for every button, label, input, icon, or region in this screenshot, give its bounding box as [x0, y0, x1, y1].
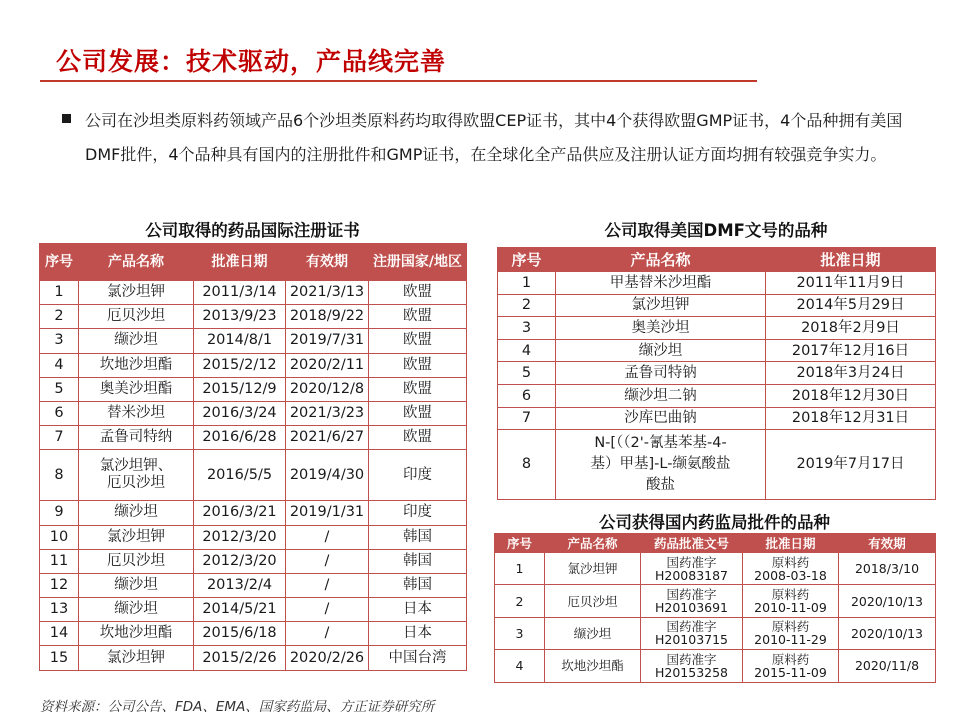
- table-cell: 欧盟: [369, 377, 467, 401]
- approval-date: 2015-11-09: [754, 664, 827, 680]
- table-cell: 韩国: [369, 573, 467, 597]
- intl-registration-table: [39, 243, 467, 671]
- table-cell: 缬沙坦: [79, 573, 194, 597]
- dmf-table: [497, 247, 936, 500]
- table-cell: 2013/2/4: [194, 573, 286, 597]
- approval-date: 2008-03-18: [754, 567, 827, 583]
- table-row: [495, 553, 936, 585]
- table-row: [40, 401, 467, 425]
- table-cell: 9: [40, 501, 79, 525]
- table-cell: 10: [40, 525, 79, 549]
- table-cell: 2014年5月29日: [766, 294, 936, 317]
- col-header: 注册国家/地区: [369, 244, 467, 281]
- bullet-square-icon: [62, 114, 71, 123]
- table-cell: 2016/3/24: [194, 401, 286, 425]
- table-row: [40, 501, 467, 525]
- table-row: [495, 585, 936, 617]
- source-note: 资料来源：公司公告、FDA、EMA、国家药监局、方正证券研究所: [40, 699, 435, 715]
- table-cell: 2019/4/30: [286, 450, 369, 501]
- table-cell: 14: [40, 622, 79, 646]
- table-cell: 2012/3/20: [194, 549, 286, 573]
- table-cell: 替米沙坦: [79, 401, 194, 425]
- table-cell: 2: [495, 585, 545, 617]
- col-header: 序号: [495, 534, 545, 553]
- table-cell: 欧盟: [369, 305, 467, 329]
- table-cell: /: [286, 598, 369, 622]
- table-cell: 氯沙坦钾: [79, 281, 194, 305]
- table-cell: 孟鲁司特纳: [79, 426, 194, 450]
- table-cell: N-[（（2'-氰基苯基-4-基）甲基]-L-缬氨酸盐酸盐: [556, 430, 766, 500]
- table-cell: 2016/6/28: [194, 426, 286, 450]
- col-header: 批准日期: [743, 534, 839, 553]
- table-cell: 2014/8/1: [194, 329, 286, 353]
- table-cell: /: [286, 573, 369, 597]
- table-header-row: [40, 244, 467, 281]
- table-cell: 2014/5/21: [194, 598, 286, 622]
- table-cell: 缬沙坦: [556, 339, 766, 362]
- approval-type: 原料药: [771, 651, 810, 667]
- col-header: 批准日期: [766, 248, 936, 272]
- table-cell: 缬沙坦: [79, 598, 194, 622]
- table-cell: 2016/3/21: [194, 501, 286, 525]
- table-cell: 奥美沙坦酯: [79, 377, 194, 401]
- intl-table-caption: 公司取得的药品国际注册证书: [145, 221, 360, 240]
- table-cell: 氯沙坦钾、厄贝沙坦: [79, 450, 194, 501]
- table-cell: 日本: [369, 622, 467, 646]
- table-cell: 印度: [369, 501, 467, 525]
- table-cell: 坎地沙坦酯: [79, 353, 194, 377]
- table-cell: 孟鲁司特钠: [556, 362, 766, 385]
- table-cell: 甲基替米沙坦酯: [556, 272, 766, 295]
- col-header: 有效期: [839, 534, 936, 553]
- table-cell: 2012/3/20: [194, 525, 286, 549]
- table-cell: 欧盟: [369, 281, 467, 305]
- table-cell: /: [286, 525, 369, 549]
- table-cell: 4: [495, 650, 545, 682]
- table-cell: 1: [498, 272, 556, 295]
- cn-table-caption: 公司获得国内药监局批件的品种: [599, 513, 830, 532]
- table-cell: 厄贝沙坦: [545, 585, 641, 617]
- table-row: [498, 407, 936, 430]
- table-cell: 厄贝沙坦: [79, 305, 194, 329]
- table-cell: 缬沙坦: [79, 501, 194, 525]
- col-header: 序号: [40, 244, 79, 281]
- table-row: [40, 646, 467, 670]
- table-cell: 15: [40, 646, 79, 670]
- table-cell: 2015/2/26: [194, 646, 286, 670]
- table-row: [498, 430, 936, 500]
- table-header-row: [495, 534, 936, 553]
- table-cell: 5: [40, 377, 79, 401]
- table-cell: 7: [40, 426, 79, 450]
- table-cell: 印度: [369, 450, 467, 501]
- dmf-table-caption: 公司取得美国DMF文号的品种: [604, 221, 828, 240]
- table-row: [40, 450, 467, 501]
- table-row: [40, 622, 467, 646]
- table-cell: 4: [40, 353, 79, 377]
- table-cell: 沙库巴曲钠: [556, 407, 766, 430]
- table-cell: 2021/3/23: [286, 401, 369, 425]
- table-cell: 2013/9/23: [194, 305, 286, 329]
- table-cell: 2020/12/8: [286, 377, 369, 401]
- table-cell: 2020/11/8: [839, 650, 936, 682]
- col-header: 序号: [498, 248, 556, 272]
- table-cell: /: [286, 622, 369, 646]
- table-cell: 5: [498, 362, 556, 385]
- approval-type: 原料药: [771, 554, 810, 570]
- table-cell: 8: [40, 450, 79, 501]
- col-header: 产品名称: [545, 534, 641, 553]
- col-header: 药品批准文号: [641, 534, 743, 553]
- table-row: [40, 329, 467, 353]
- table-cell: 1: [40, 281, 79, 305]
- table-cell: 2016/5/5: [194, 450, 286, 501]
- table-cell: 坎地沙坦酯: [545, 650, 641, 682]
- table-cell: 11: [40, 549, 79, 573]
- table-cell: 6: [40, 401, 79, 425]
- table-row: [495, 650, 936, 682]
- table-cell: 3: [40, 329, 79, 353]
- col-header: 有效期: [286, 244, 369, 281]
- table-cell: 国药准字H20103691: [641, 585, 743, 617]
- page-title: 公司发展：技术驱动，产品线完善: [56, 47, 447, 76]
- table-cell: 2018年3月24日: [766, 362, 936, 385]
- table-cell: 2019/7/31: [286, 329, 369, 353]
- approval-date-cell: [743, 650, 839, 682]
- table-cell: 1: [495, 553, 545, 585]
- table-row: [498, 272, 936, 295]
- table-row: [40, 525, 467, 549]
- approval-date-cell: [743, 617, 839, 649]
- table-cell: 欧盟: [369, 353, 467, 377]
- table-cell: 缬沙坦: [545, 617, 641, 649]
- table-cell: 2011年11月9日: [766, 272, 936, 295]
- table-cell: 12: [40, 573, 79, 597]
- table-row: [498, 339, 936, 362]
- table-cell: 欧盟: [369, 329, 467, 353]
- table-cell: 2017年12月16日: [766, 339, 936, 362]
- table-row: [40, 573, 467, 597]
- col-header: 批准日期: [194, 244, 286, 281]
- table-cell: 2020/2/26: [286, 646, 369, 670]
- table-cell: 国药准字H20103715: [641, 617, 743, 649]
- table-cell: 氯沙坦钾: [556, 294, 766, 317]
- table-cell: 厄贝沙坦: [79, 549, 194, 573]
- table-cell: 2018年2月9日: [766, 317, 936, 340]
- table-cell: 坎地沙坦酯: [79, 622, 194, 646]
- table-cell: 氯沙坦钾: [79, 646, 194, 670]
- table-row: [40, 549, 467, 573]
- table-row: [495, 617, 936, 649]
- table-cell: 2020/2/11: [286, 353, 369, 377]
- approval-date-cell: [743, 585, 839, 617]
- table-cell: 3: [498, 317, 556, 340]
- table-row: [40, 426, 467, 450]
- col-header: 产品名称: [79, 244, 194, 281]
- col-header: 产品名称: [556, 248, 766, 272]
- table-row: [498, 294, 936, 317]
- table-cell: 2019/1/31: [286, 501, 369, 525]
- table-cell: 中国台湾: [369, 646, 467, 670]
- table-cell: 8: [498, 430, 556, 500]
- table-cell: 2015/6/18: [194, 622, 286, 646]
- table-cell: 13: [40, 598, 79, 622]
- table-cell: 2020/10/13: [839, 585, 936, 617]
- approval-date: 2010-11-09: [754, 600, 827, 616]
- table-cell: 韩国: [369, 549, 467, 573]
- table-cell: 缬沙坦二钠: [556, 384, 766, 407]
- table-cell: 日本: [369, 598, 467, 622]
- table-cell: 欧盟: [369, 426, 467, 450]
- table-cell: /: [286, 549, 369, 573]
- table-cell: 4: [498, 339, 556, 362]
- table-cell: 2: [498, 294, 556, 317]
- table-cell: 2018/3/10: [839, 553, 936, 585]
- table-cell: 2018年12月31日: [766, 407, 936, 430]
- table-cell: 2021/3/13: [286, 281, 369, 305]
- title-divider: [40, 80, 757, 82]
- table-row: [498, 317, 936, 340]
- table-cell: 2015/12/9: [194, 377, 286, 401]
- table-cell: 2: [40, 305, 79, 329]
- table-cell: 国药准字H20083187: [641, 553, 743, 585]
- table-cell: 2011/3/14: [194, 281, 286, 305]
- table-cell: 氯沙坦钾: [545, 553, 641, 585]
- table-row: [498, 384, 936, 407]
- table-header-row: [498, 248, 936, 272]
- approval-date: 2010-11-29: [754, 632, 827, 648]
- table-cell: 3: [495, 617, 545, 649]
- table-cell: 2018年12月30日: [766, 384, 936, 407]
- summary-paragraph: 公司在沙坦类原料药领域产品6个沙坦类原料药均取得欧盟CEP证书，其中4个获得欧盟GMP证书，4个品种拥有美国DMF批件，4个品种具有国内的注册批件和GMP证书，在全球化全产品供应及注册认证方面均拥有较强竞争实力。: [85, 111, 903, 164]
- table-cell: 韩国: [369, 525, 467, 549]
- table-cell: 2019年7月17日: [766, 430, 936, 500]
- table-cell: 2021/6/27: [286, 426, 369, 450]
- table-cell: 6: [498, 384, 556, 407]
- table-row: [40, 598, 467, 622]
- table-cell: 奥美沙坦: [556, 317, 766, 340]
- table-row: [40, 377, 467, 401]
- table-cell: 2018/9/22: [286, 305, 369, 329]
- approval-date-cell: [743, 553, 839, 585]
- table-cell: 氯沙坦钾: [79, 525, 194, 549]
- table-cell: 2020/10/13: [839, 617, 936, 649]
- cn-approval-table: [494, 533, 936, 683]
- table-cell: 欧盟: [369, 401, 467, 425]
- table-row: [498, 362, 936, 385]
- table-cell: 7: [498, 407, 556, 430]
- approval-type: 原料药: [771, 587, 810, 603]
- table-cell: 2015/2/12: [194, 353, 286, 377]
- table-row: [40, 281, 467, 305]
- approval-type: 原料药: [771, 619, 810, 635]
- table-cell: 缬沙坦: [79, 329, 194, 353]
- table-cell: 国药准字H20153258: [641, 650, 743, 682]
- table-row: [40, 353, 467, 377]
- table-row: [40, 305, 467, 329]
